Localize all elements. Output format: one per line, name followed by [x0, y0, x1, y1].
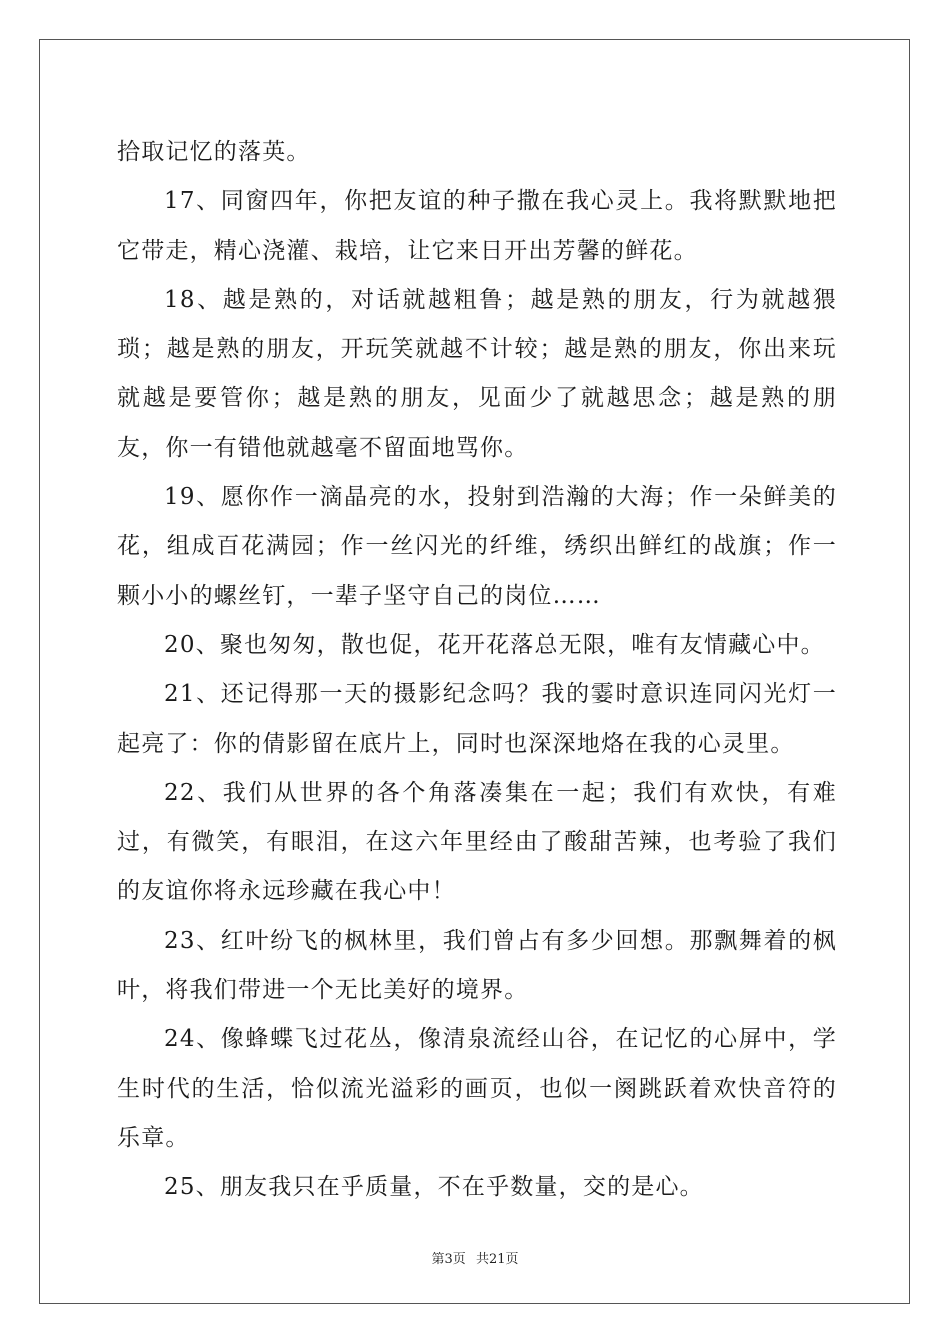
page-number: 第3页	[431, 1252, 466, 1267]
document-body	[117, 128, 837, 1213]
total-pages: 共21页	[475, 1252, 519, 1267]
paragraph-25: 25、朋友我只在乎质量，不在乎数量，交的是心。	[164, 1174, 704, 1201]
paragraph-24: 24、像蜂蝶飞过花丛，像清泉流经山谷，在记忆的心屏中，学生时代的生活，恰似流光溢彩的画页，也似一阕跳跃着欢快音符的乐章。	[117, 1026, 837, 1151]
paragraph-20: 20、聚也匆匆，散也促，花开花落总无限，唯有友情藏心中。	[164, 631, 825, 658]
paragraph-18: 18、越是熟的，对话就越粗鲁；越是熟的朋友，行为就越猥琐；越是熟的朋友，开玩笑就越不计较；越是熟的朋友，你出来玩就越是要管你；越是熟的朋友，见面少了就越思念；越是熟的朋友，你一有错他就越毫不留面地骂你。	[117, 286, 837, 461]
paragraph-21: 21、还记得那一天的摄影纪念吗？我的霎时意识连同闪光灯一起亮了：你的倩影留在底片上，同时也深深地烙在我的心灵里。	[117, 681, 837, 757]
paragraph-19: 19、愿你作一滴晶亮的水，投射到浩瀚的大海；作一朵鲜美的花，组成百花满园；作一丝闪光的纤维，绣织出鲜红的战旗；作一颗小小的螺丝钉，一辈子坚守自己的岗位……	[117, 484, 837, 609]
paragraph-23: 23、红叶纷飞的枫林里，我们曾占有多少回想。那飘舞着的枫叶，将我们带进一个无比美好的境界。	[117, 927, 837, 1004]
paragraph-22: 22、我们从世界的各个角落凑集在一起；我们有欢快，有难过，有微笑，有眼泪，在这六年里经由了酸甜苦辣，也考验了我们的友谊你将永远珍藏在我心中！	[117, 779, 837, 905]
paragraph-17: 17、同窗四年，你把友谊的种子撒在我心灵上。我将默默地把它带走，精心浇灌、栽培，让它来日开出芳馨的鲜花。	[117, 188, 837, 264]
page-footer	[0, 1248, 950, 1267]
paragraph-continuation: 拾取记忆的落英。	[117, 139, 311, 165]
